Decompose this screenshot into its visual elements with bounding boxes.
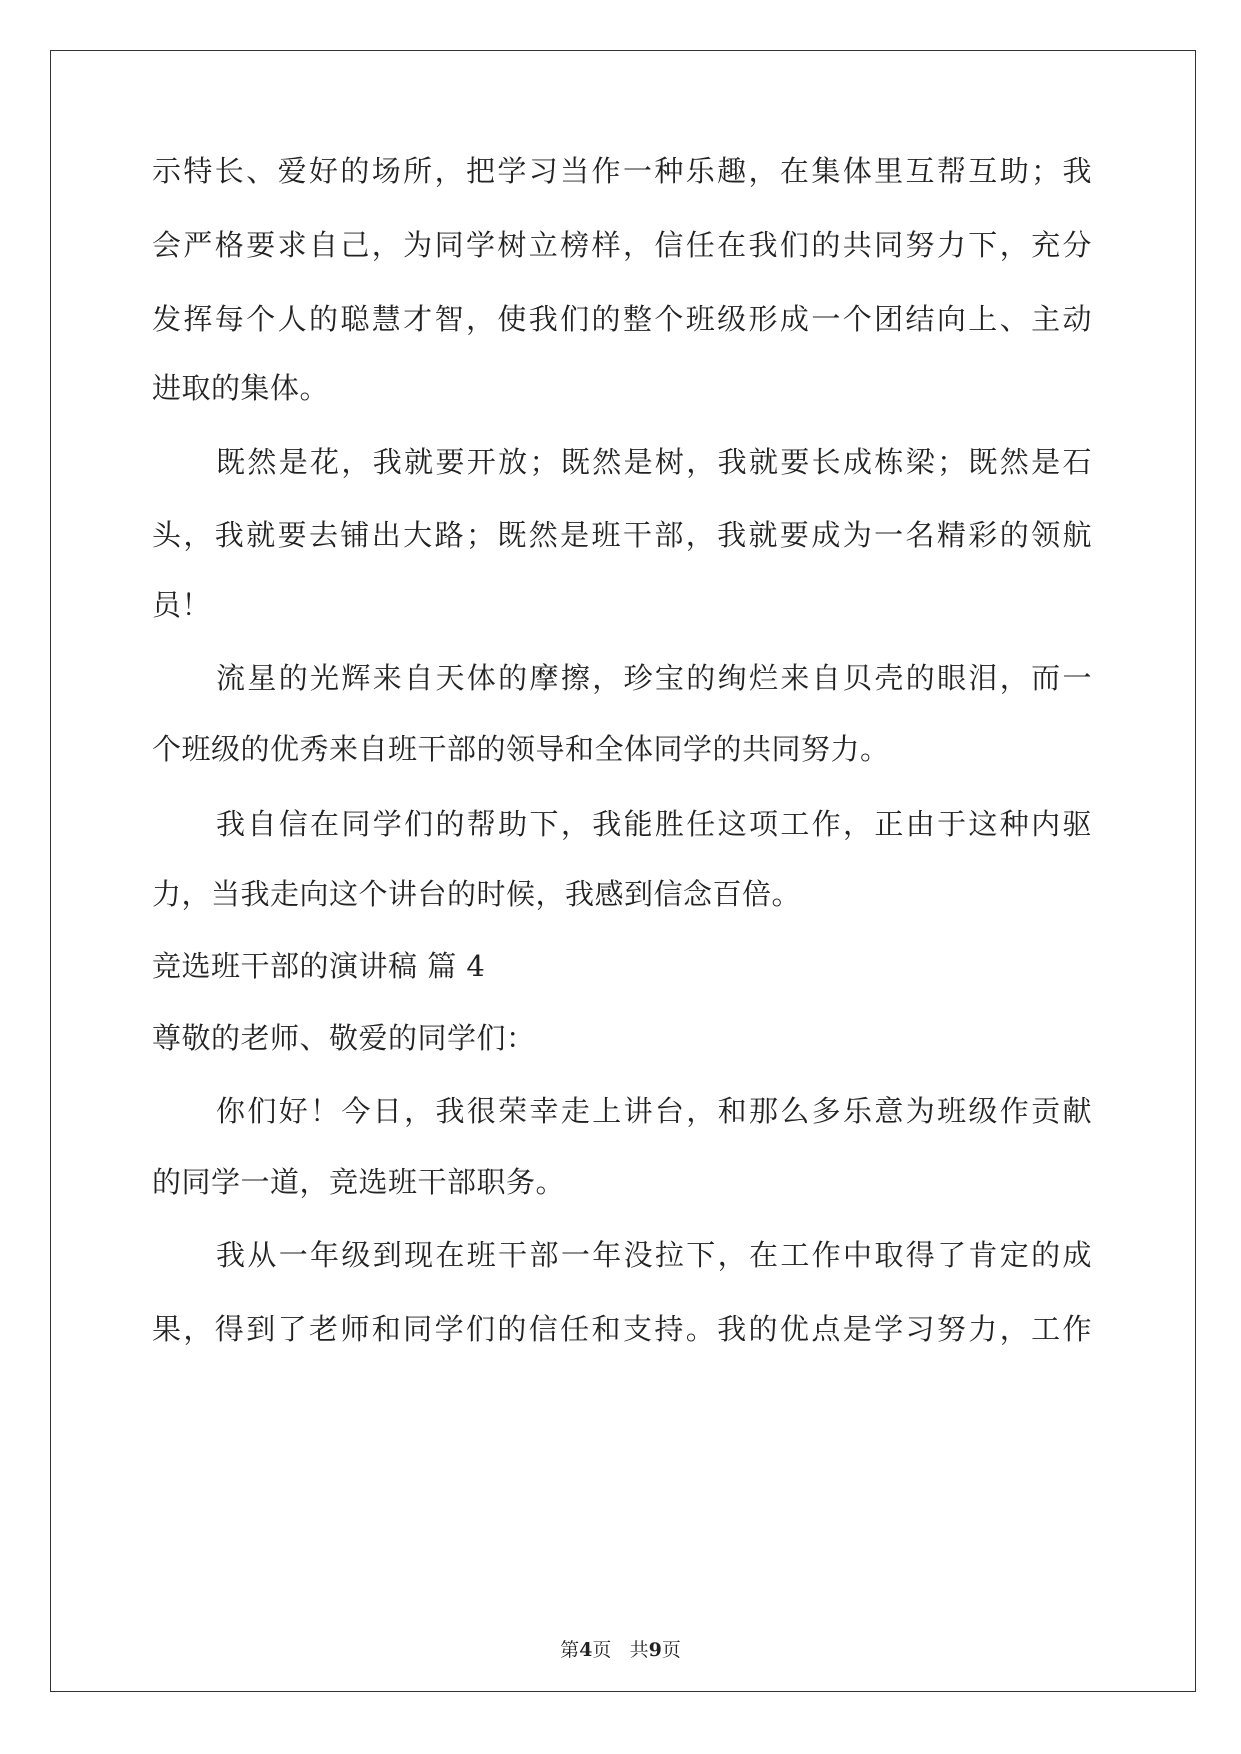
body-line-4: 进取的集体。 bbox=[152, 371, 330, 405]
footer-page-number: 4 bbox=[579, 1639, 593, 1661]
body-line-15: 果，得到了老师和同学们的信任和支持。我的优点是学习努力，工作 bbox=[152, 1312, 1092, 1346]
body-line-2: 会严格要求自己，为同学树立榜样，信任在我们的共同努力下，充分 bbox=[152, 228, 1092, 262]
body-line-3: 发挥每个人的聪慧才智，使我们的整个班级形成一个团结向上、主动 bbox=[152, 302, 1092, 336]
footer-total-suffix: 页 bbox=[661, 1639, 681, 1661]
body-line-5: 既然是花，我就要开放；既然是树，我就要长成栋梁；既然是石 bbox=[216, 445, 1092, 479]
body-line-6: 头，我就要去铺出大路；既然是班干部，我就要成为一名精彩的领航 bbox=[152, 518, 1092, 552]
body-line-11: 力，当我走向这个讲台的时候，我感到信念百倍。 bbox=[152, 877, 802, 911]
body-line-7: 员！ bbox=[152, 588, 212, 622]
body-line-1: 示特长、爱好的场所，把学习当作一种乐趣，在集体里互帮互助；我 bbox=[152, 154, 1092, 188]
footer-total-prefix: 共 bbox=[629, 1639, 649, 1661]
footer-page-suffix: 页 bbox=[592, 1639, 612, 1661]
body-line-14: 我从一年级到现在班干部一年没拉下，在工作中取得了肯定的成 bbox=[216, 1238, 1092, 1272]
page-footer bbox=[0, 1636, 1241, 1664]
salutation: 尊敬的老师、敬爱的同学们： bbox=[152, 1021, 536, 1055]
footer-total-number: 9 bbox=[648, 1639, 662, 1661]
footer-page-prefix: 第 bbox=[560, 1639, 580, 1661]
body-line-8: 流星的光辉来自天体的摩擦，珍宝的绚烂来自贝壳的眼泪，而一 bbox=[216, 661, 1092, 695]
section-heading: 竞选班干部的演讲稿 篇 4 bbox=[152, 949, 486, 983]
body-line-10: 我自信在同学们的帮助下，我能胜任这项工作，正由于这种内驱 bbox=[216, 807, 1092, 841]
body-line-12: 你们好！今日，我很荣幸走上讲台，和那么多乐意为班级作贡献 bbox=[216, 1094, 1092, 1128]
body-line-13: 的同学一道，竞选班干部职务。 bbox=[152, 1165, 566, 1199]
body-line-9: 个班级的优秀来自班干部的领导和全体同学的共同努力。 bbox=[152, 732, 890, 766]
